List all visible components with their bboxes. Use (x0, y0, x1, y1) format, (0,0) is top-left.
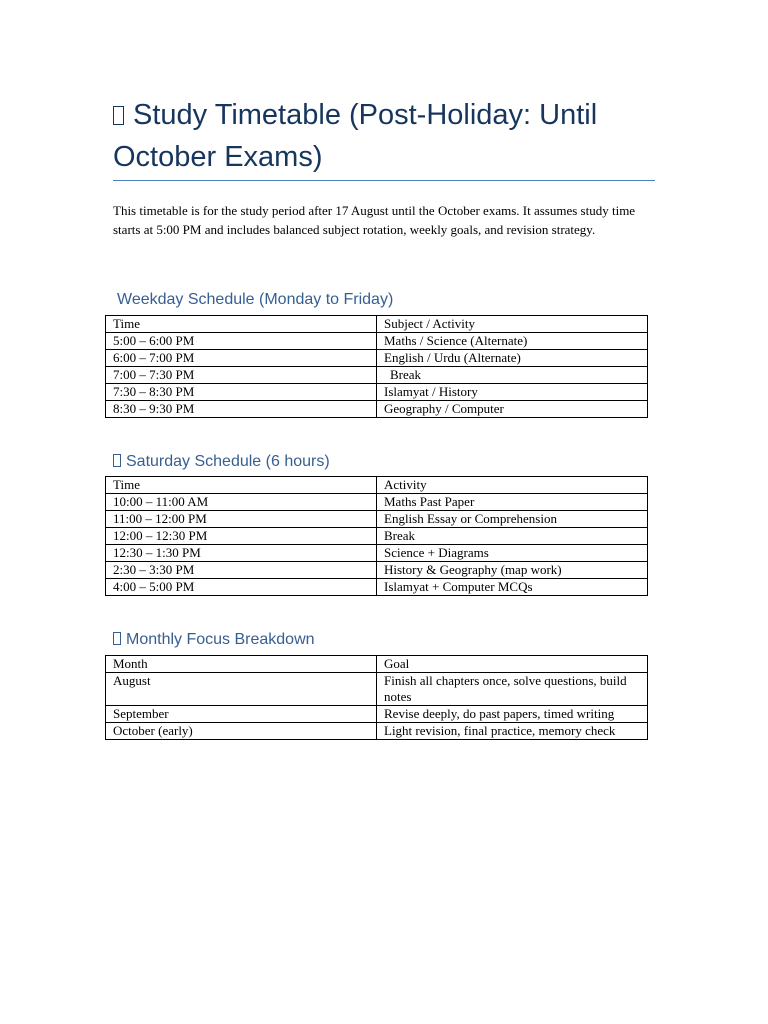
table-cell-time: 4:00 – 5:00 PM (106, 579, 377, 596)
table-header-row (106, 316, 648, 333)
table-row (106, 333, 648, 350)
table-cell-activity: Break (377, 528, 648, 545)
table-cell-activity: Islamyat / History (377, 384, 648, 401)
table-row (106, 706, 648, 723)
table-row (106, 350, 648, 367)
break-label: Break (390, 367, 422, 382)
table-cell-activity: Maths Past Paper (377, 494, 648, 511)
table-header-cell: Goal (377, 656, 648, 673)
table-row (106, 562, 648, 579)
table-cell-time: 10:00 – 11:00 AM (106, 494, 377, 511)
table-cell-activity: English / Urdu (Alternate) (377, 350, 648, 367)
saturday-heading-text: Saturday Schedule (6 hours) (126, 453, 330, 470)
missing-glyph-icon (113, 454, 121, 467)
table-cell-time: 8:30 – 9:30 PM (106, 401, 377, 418)
intro-paragraph: This timetable is for the study period after 17 August until the October exams. It assumes study time starts at 5:00 PM and includes balanced subject rotation, weekly goals, and revision strategy. (113, 203, 636, 237)
table-cell-month: August (106, 673, 377, 706)
table-header-row (106, 656, 648, 673)
table-cell-time: 5:00 – 6:00 PM (106, 333, 377, 350)
table-cell-month: September (106, 706, 377, 723)
saturday-heading (113, 452, 330, 472)
missing-glyph-icon (113, 106, 124, 125)
table-row (106, 723, 648, 740)
table-cell-activity: Geography / Computer (377, 401, 648, 418)
table-cell-goal: Light revision, final practice, memory check (377, 723, 648, 740)
table-row (106, 384, 648, 401)
missing-glyph-icon (113, 632, 121, 645)
table-cell-month: October (early) (106, 723, 377, 740)
table-cell-time: 12:00 – 12:30 PM (106, 528, 377, 545)
monthly-heading-text: Monthly Focus Breakdown (126, 631, 315, 648)
table-row (106, 401, 648, 418)
table-cell-activity: Maths / Science (Alternate) (377, 333, 648, 350)
table-cell-goal: Revise deeply, do past papers, timed writing (377, 706, 648, 723)
table-cell-activity (377, 367, 648, 384)
weekday-table (105, 315, 648, 418)
table-header-cell: Subject / Activity (377, 316, 648, 333)
table-header-row (106, 477, 648, 494)
table-row (106, 579, 648, 596)
monthly-heading (113, 630, 315, 650)
table-cell-time: 7:30 – 8:30 PM (106, 384, 377, 401)
table-row (106, 545, 648, 562)
page-title (113, 94, 673, 178)
table-cell-activity: English Essay or Comprehension (377, 511, 648, 528)
table-header-cell: Time (106, 477, 377, 494)
table-row (106, 367, 648, 384)
table-cell-goal: Finish all chapters once, solve questions, build notes (377, 673, 648, 706)
table-row (106, 528, 648, 545)
table-header-cell: Time (106, 316, 377, 333)
table-row (106, 494, 648, 511)
table-cell-activity: Science + Diagrams (377, 545, 648, 562)
table-cell-activity: History & Geography (map work) (377, 562, 648, 579)
weekday-heading: Weekday Schedule (Monday to Friday) (117, 291, 394, 308)
saturday-table (105, 476, 648, 596)
table-row (106, 511, 648, 528)
table-cell-time: 7:00 – 7:30 PM (106, 367, 377, 384)
table-cell-time: 6:00 – 7:00 PM (106, 350, 377, 367)
table-cell-time: 11:00 – 12:00 PM (106, 511, 377, 528)
table-cell-time: 12:30 – 1:30 PM (106, 545, 377, 562)
table-cell-activity: Islamyat + Computer MCQs (377, 579, 648, 596)
table-cell-time: 2:30 – 3:30 PM (106, 562, 377, 579)
monthly-table (105, 655, 648, 740)
table-row (106, 673, 648, 706)
table-header-cell: Activity (377, 477, 648, 494)
table-header-cell: Month (106, 656, 377, 673)
title-underline (113, 180, 655, 181)
page-title-text: Study Timetable (Post-Holiday: Until October Exams) (113, 99, 598, 173)
